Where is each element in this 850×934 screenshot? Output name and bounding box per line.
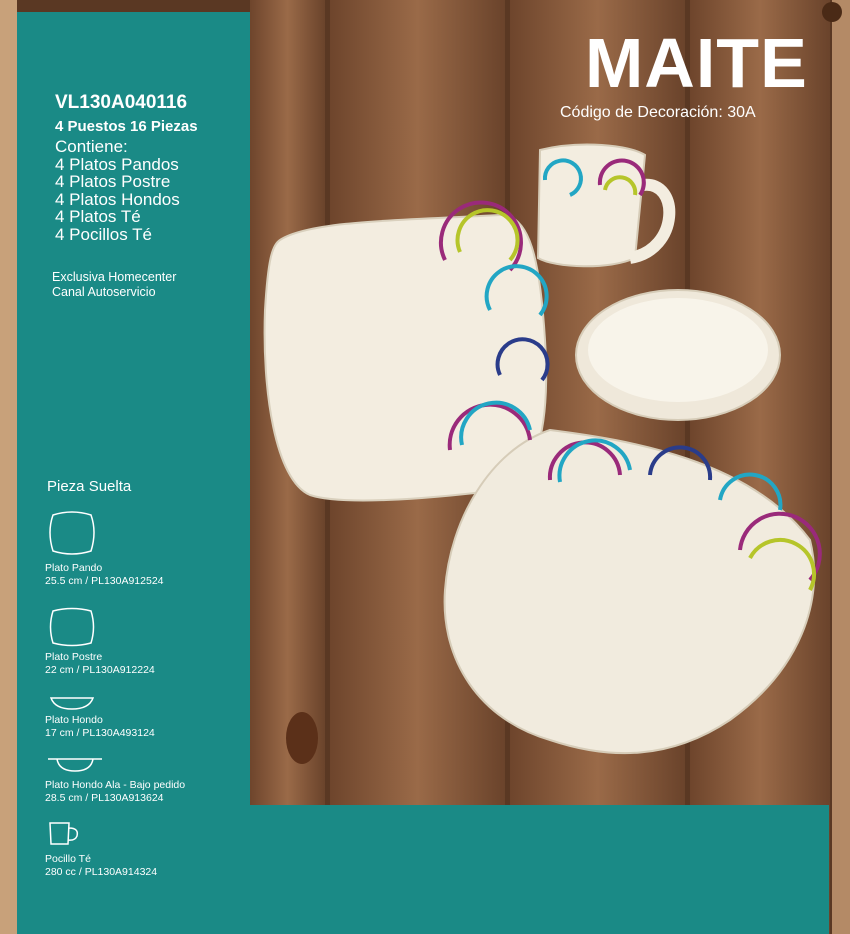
exclusive-note: [52, 270, 176, 300]
loose-item-detail: 28.5 cm / PL130A913624: [45, 792, 164, 804]
wide-bowl-icon: [47, 756, 103, 774]
dinnerware-photo: [250, 140, 830, 760]
bowl-icon: [47, 695, 97, 711]
product-code: VL130A040116: [55, 92, 188, 113]
square-plate-icon: [47, 507, 97, 557]
loose-item: [45, 562, 164, 588]
loose-item-detail: 22 cm / PL130A912224: [45, 664, 155, 676]
exclusive-line: Exclusiva Homecenter: [52, 270, 177, 284]
collection-title: MAITE: [585, 24, 808, 102]
loose-item-detail: 25.5 cm / PL130A912524: [45, 575, 164, 587]
loose-item-detail: 280 cc / PL130A914324: [45, 866, 158, 878]
loose-item-name: Pocillo Té: [45, 853, 91, 865]
loose-piece-heading: Pieza Suelta: [47, 478, 132, 495]
contents-item: 4 Platos Postre: [55, 172, 171, 191]
decoration-code: Código de Decoración: 30A: [560, 104, 756, 121]
loose-item: [45, 779, 185, 805]
loose-item-detail: 17 cm / PL130A493124: [45, 727, 155, 739]
dinner-plate-right: [445, 430, 815, 753]
loose-item-name: Plato Hondo: [45, 714, 103, 726]
contents-item: 4 Platos Hondos: [55, 189, 180, 209]
contents-item: 4 Platos Té: [55, 207, 141, 226]
loose-item: [45, 714, 155, 740]
square-plate-small-icon: [47, 605, 97, 649]
loose-item-name: Plato Hondo Ala - Bajo pedido: [45, 779, 186, 791]
contents-label: Contiene:: [55, 137, 128, 156]
contents-item: 4 Pocillos Té: [55, 224, 153, 244]
loose-item: [45, 651, 155, 677]
left-edge-strip: [0, 0, 17, 934]
mug-icon: [47, 820, 87, 848]
exclusive-line: Canal Autoservicio: [52, 285, 156, 299]
loose-item: [45, 853, 157, 879]
loose-item-name: Plato Postre: [45, 651, 103, 663]
pieces-count: 4 Puestos 16 Piezas: [55, 118, 198, 135]
loose-item-name: Plato Pando: [45, 562, 103, 574]
contents-item: 4 Platos Pandos: [55, 154, 179, 174]
contents-list: [55, 138, 180, 243]
